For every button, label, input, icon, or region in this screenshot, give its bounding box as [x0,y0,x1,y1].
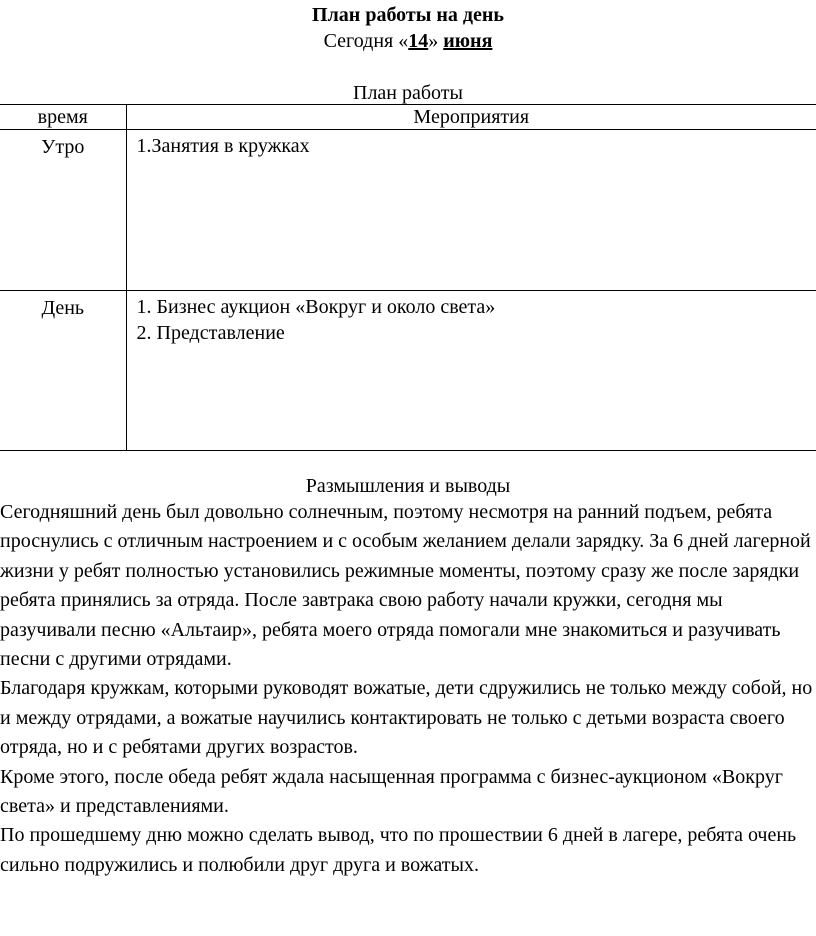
table-row [0,291,816,451]
date-month: июня [443,30,493,52]
reflection-paragraph: Благодаря кружкам, которыми руководят вожатые, дети сдружились не только между собой, но и между отрядами, а вожатые научились контактировать не только с детьми возраста своего отряда, но и с ребятами других возрастов. [0,677,813,759]
time-cell-morning: Утро [0,130,126,291]
header-activities: Мероприятия [126,105,816,130]
date-line [0,28,816,54]
plan-table [0,104,816,451]
reflection-paragraph: По прошедшему дню можно сделать вывод, что по прошествии 6 дней в лагере, ребята очень сильно подружились и полюбили друг друга и вожатых. [0,824,797,876]
date-day: 14 [408,30,429,52]
activity-item: 1.Занятия в кружках [136,135,310,157]
date-mid: » [428,30,444,52]
reflection-body [0,498,814,880]
plan-subtitle: План работы [353,82,463,104]
page-title: План работы на день [312,4,504,26]
reflection-title: Размышления и выводы [305,475,511,497]
reflection-paragraph: Сегодняшний день был довольно солнечным, поэтому несмотря на ранний подъем, ребята проснулись с отличным настроением и с особым желанием делали зарядку. За 6 дней лагерной жизни у ребят полностью установились режимные моменты, поэтому сразу же после зарядки ребята принялись за отряда. После завтрака свою работу начали кружки, сегодня мы разучивали песню «Альтаир», ребята моего отряда помогали мне знакомиться и разучивать песни с другими отрядами. [0,501,811,671]
table-row [0,130,816,291]
activities-cell-morning [126,130,816,291]
time-cell-day: День [0,291,126,451]
header-time: время [0,105,126,130]
activity-item: 1. Бизнес аукцион «Вокруг и около света» [136,296,496,318]
activity-item: 2. Представление [136,322,285,344]
reflection-paragraph: Кроме этого, после обеда ребят ждала насыщенная программа с бизнес-аукционом «Вокруг света» и представлениями. [0,765,783,818]
table-header-row [0,105,816,130]
activities-cell-day [126,291,816,451]
date-prefix: Сегодня « [323,30,409,52]
